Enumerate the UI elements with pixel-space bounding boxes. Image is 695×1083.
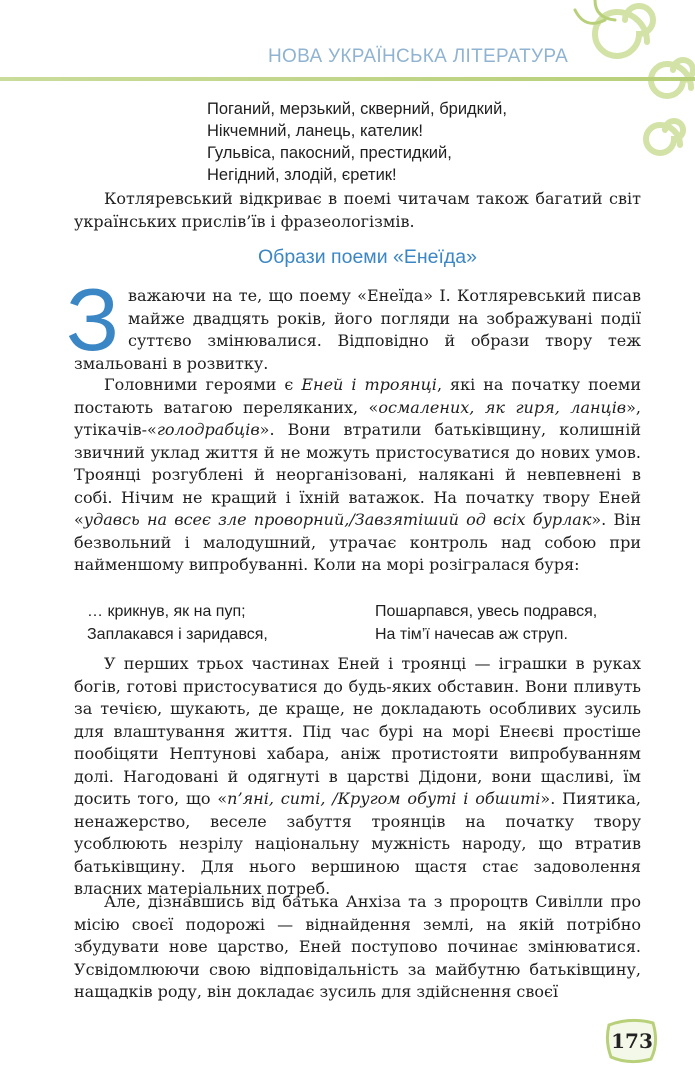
italic-run: Еней і троянці bbox=[301, 375, 437, 394]
text-run: ». Пиятика, ненажерство, веселе забуття троянців на початку твору усоблюють незрілу національну мужність народу, що втратив батьківщину. Для нього вершиною щастя стає задоволення власних матеріальних потреб. bbox=[74, 789, 642, 898]
later-paragraph: Але, дізнавшись від батька Анхіза та з пророцтв Сивілли про місію своєї подорожі — віднайдення землі, на якій потрібно збудувати нове царство, Еней поступово починає змінюватися. Усвідомлюючи свою відповідальність за майбутню батьківщину, нащадків роду, він докладає зусиль для здійснення своєї bbox=[74, 892, 641, 1001]
later-block bbox=[74, 891, 641, 1004]
verse-right-column bbox=[375, 600, 597, 646]
text-run: », утікачів-« bbox=[74, 397, 641, 439]
verse-line: На тім’ї начесав аж струп. bbox=[375, 626, 568, 643]
poem-line: Поганий, мерзький, скверний, бридкий, bbox=[207, 100, 507, 118]
text-run: ». Вони втратили батьківщину, колишній звичний уклад життя й не можуть пристосуватися до нових умов. Троянці розгублені й неорганізовані, налякані й невпевнені в собі. Нічим не кращий і їхній ватажок. На початку твору Еней « bbox=[74, 420, 641, 529]
heroes-paragraph bbox=[74, 374, 641, 577]
verse-left-column bbox=[87, 600, 268, 646]
poem-line: Гульвіса, пакосний, престидкий, bbox=[207, 144, 452, 162]
first-paragraph-text: важаючи на те, що поему «Енеїда» І. Котляревський писав майже двадцять років, його погляди на зображувані події суттєво змінювалися. Відповідно й образи твору теж змальовані в розвитку. bbox=[74, 286, 641, 373]
verse-line: Пошарпався, увесь подрався, bbox=[375, 603, 598, 620]
header-rule bbox=[0, 77, 695, 81]
verse-line: … крикнув, як на пуп; bbox=[87, 603, 246, 620]
poem-line: Негідний, злодій, єретик! bbox=[207, 166, 397, 184]
three-parts-paragraph bbox=[74, 653, 641, 901]
text-run: Головними героями є bbox=[104, 375, 302, 394]
italic-run: удавсь на всеє зле проворний,/Завзятіший од всіх бурлак bbox=[83, 510, 592, 529]
heroes-block bbox=[74, 374, 641, 577]
text-run: У перших трьох частинах Еней і троянці — іграшки в руках богів, готові пристосуватися до будь-яких обставин. Вони пливуть за течією, шукають, де краще, не докладають особливих зусиль для влаштування життя. Під час бурі на морі Енеєві простіше пообіцяти Нептунові хабара, аніж протистояти випробуванням долі. Нагодовані й одягнуті в царстві Дідони, вони щасливі, їм досить того, що « bbox=[74, 654, 641, 808]
text-run: , які на початку поеми постають ватагою переляканих, « bbox=[74, 375, 641, 417]
intro-paragraph: Котляревський відкриває в поемі читачам також багатий світ українських прислів’їв і фразеологізмів. bbox=[74, 189, 641, 231]
intro-block bbox=[74, 188, 641, 233]
page-number-badge bbox=[603, 1015, 661, 1067]
poem-line: Нікчемний, ланець, кателик! bbox=[207, 122, 423, 140]
verse-line: Заплакався і зaридався, bbox=[87, 626, 268, 643]
drop-cap: З bbox=[66, 270, 120, 369]
page-number: 173 bbox=[611, 1029, 653, 1053]
spiral-ornament bbox=[555, 0, 695, 170]
poem-stanza bbox=[207, 98, 507, 186]
text-run: ». Він безвольний і малодушний, утрачає контроль над собою при найменшому випробуванні. Коли на морі розігралася буря: bbox=[74, 510, 642, 574]
three-parts-block bbox=[74, 653, 641, 901]
italic-run: осмалених, як гиря, ланців bbox=[378, 397, 627, 417]
section-title: Образи поеми «Енеїда» bbox=[258, 246, 477, 268]
first-paragraph bbox=[74, 285, 641, 375]
first-block bbox=[74, 285, 641, 375]
italic-run: п’яні, ситі, /Кругом обуті і обшиті bbox=[227, 789, 541, 808]
running-header: НОВА УКРАЇНСЬКА ЛІТЕРАТУРА bbox=[268, 46, 569, 67]
italic-run: голодрабців bbox=[156, 420, 260, 439]
